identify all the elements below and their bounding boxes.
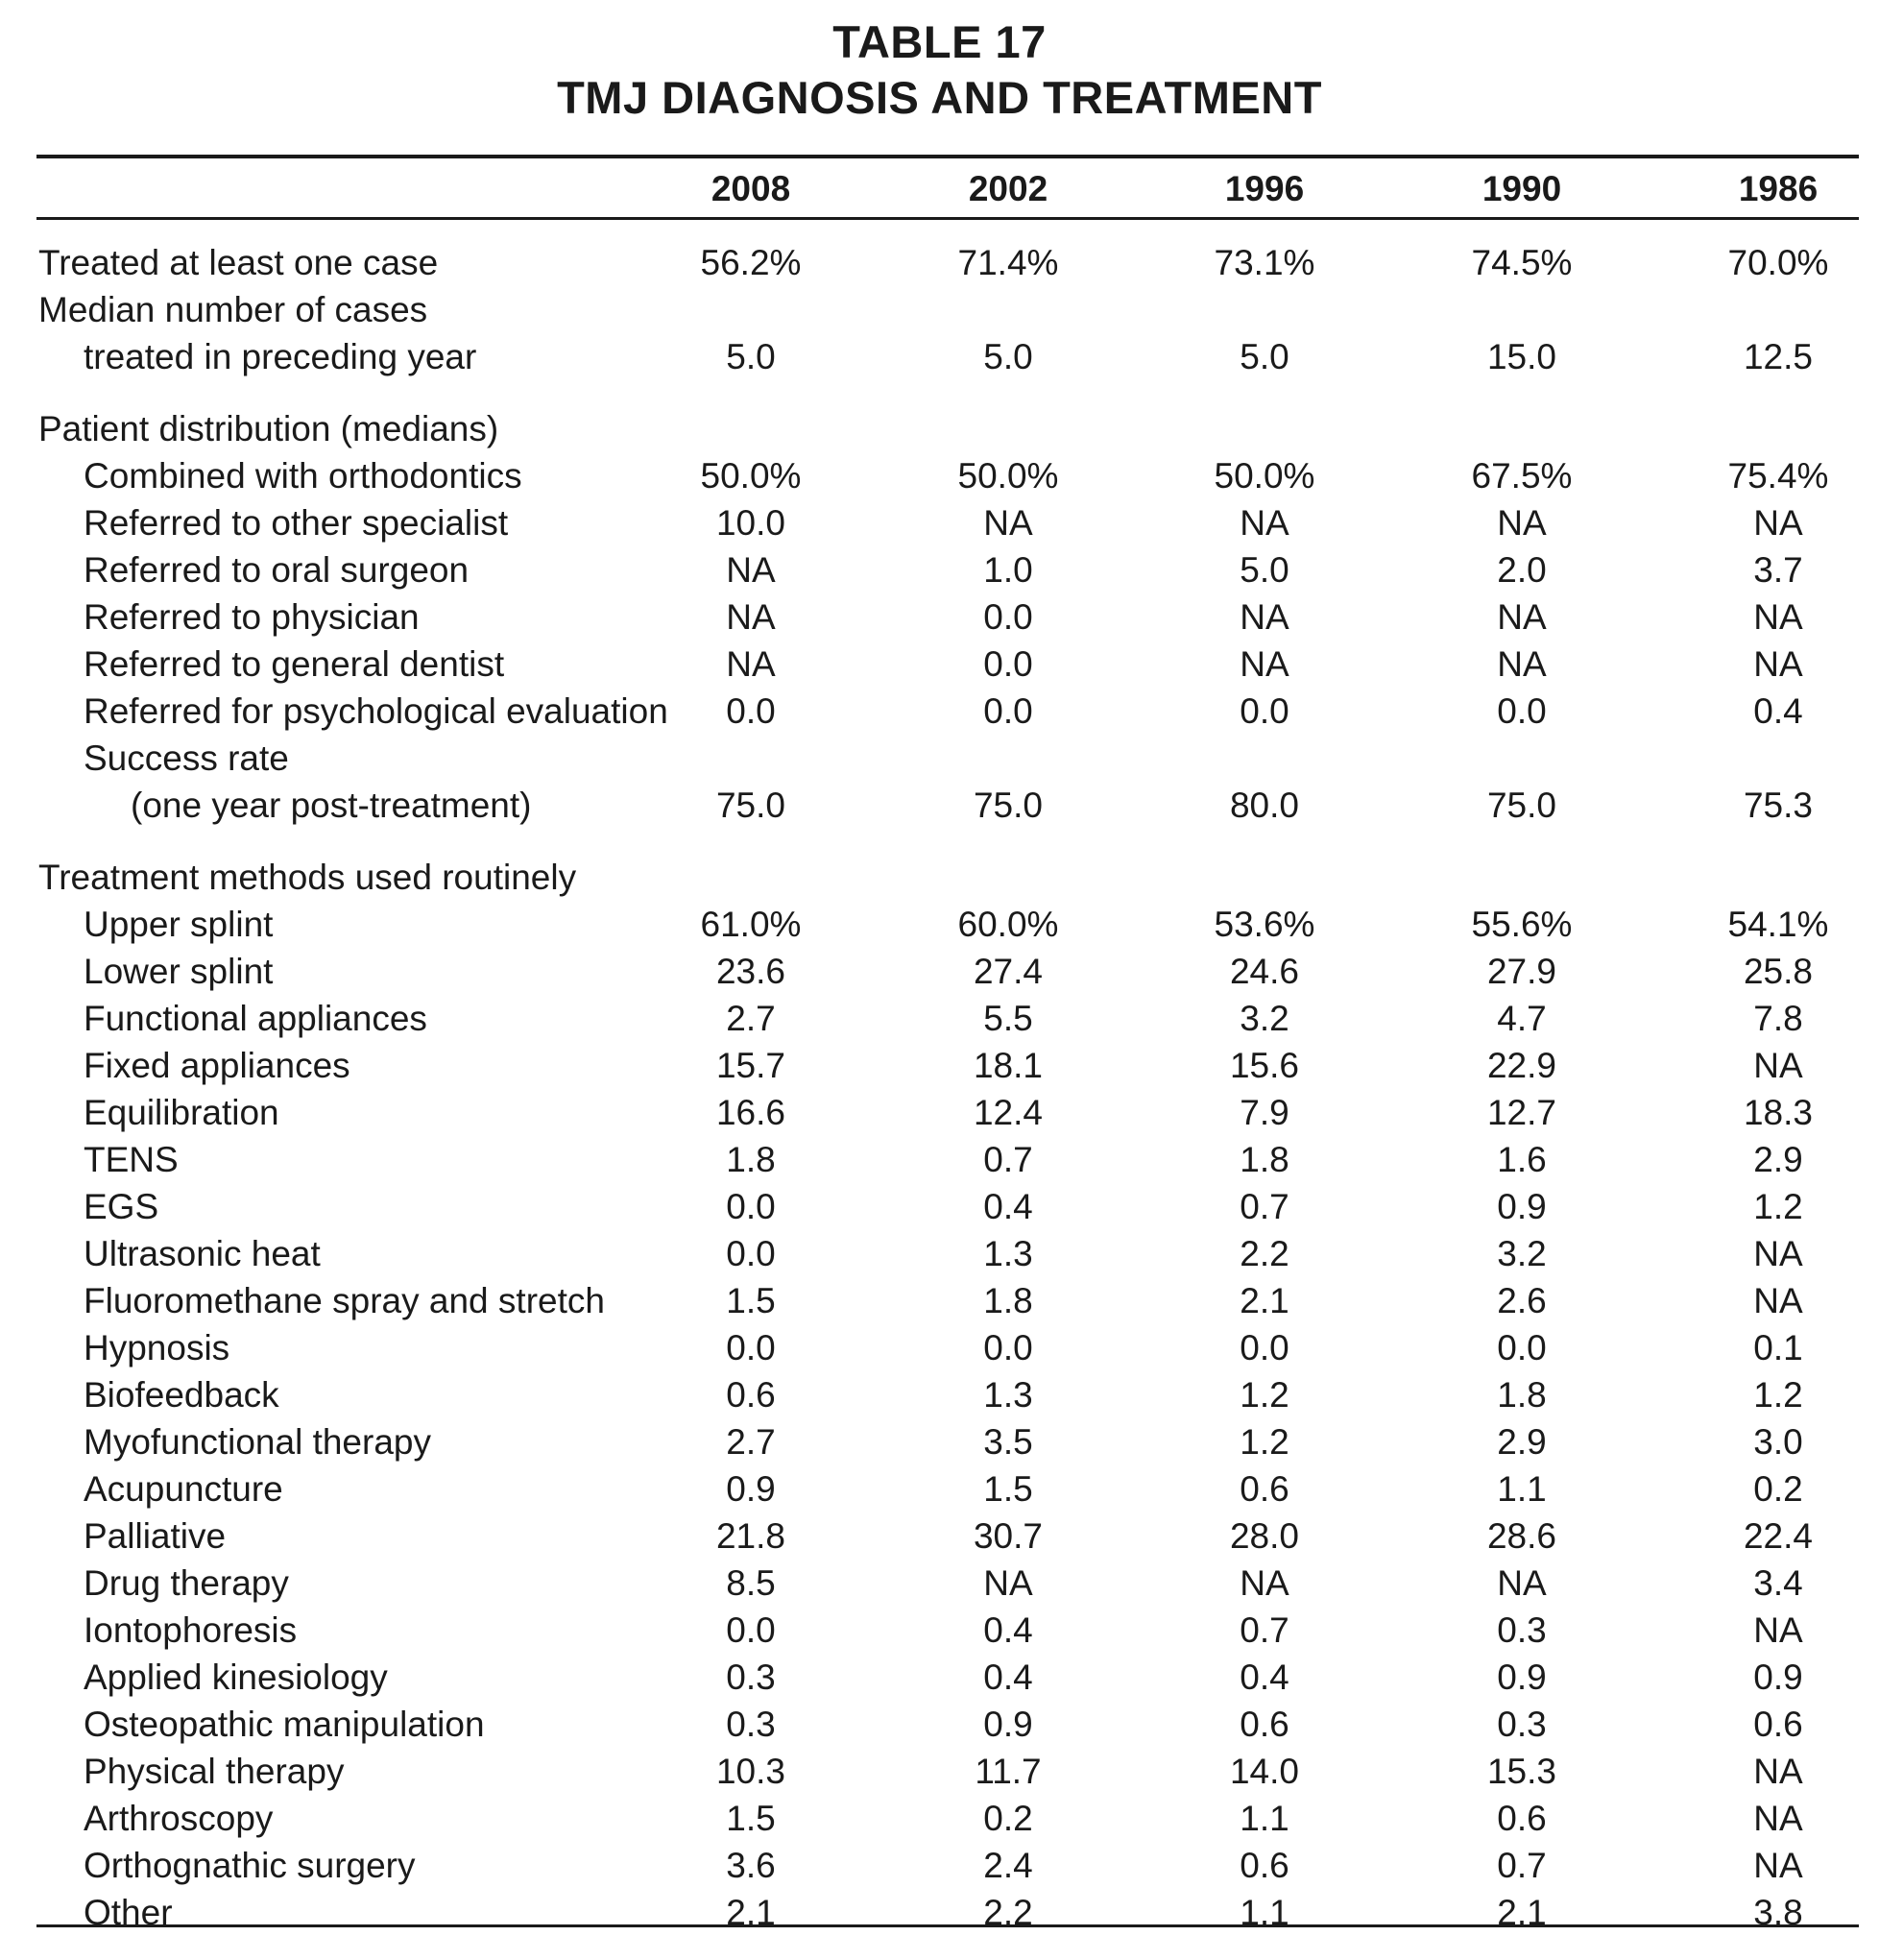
table-cell: 53.6% (1214, 905, 1315, 944)
table-cell: 0.0 (1497, 691, 1547, 731)
table-cell: 18.3 (1743, 1093, 1813, 1132)
table-cell: 16.6 (715, 1093, 785, 1132)
table-cell: 0.0 (726, 1234, 776, 1273)
table-cell: 3.4 (1753, 1563, 1803, 1603)
table-cell: 5.0 (726, 337, 776, 376)
table-cell: NA (1753, 1046, 1803, 1085)
table-cell: 1.8 (983, 1281, 1033, 1320)
table-cell: NA (1753, 1234, 1803, 1273)
table-cell: 1.2 (1240, 1422, 1289, 1462)
row-label: Physical therapy (84, 1752, 345, 1791)
table-cell: 0.0 (726, 1328, 776, 1367)
table-cell: NA (983, 503, 1033, 543)
table-cell: 0.6 (1753, 1705, 1803, 1744)
table-cell: 1.1 (1240, 1799, 1289, 1838)
table-number: TABLE 17 (832, 16, 1047, 67)
table-cell: 5.5 (983, 999, 1033, 1038)
table-cell: NA (1753, 597, 1803, 637)
row-label: treated in preceding year (84, 337, 477, 376)
table-cell: 1.2 (1240, 1375, 1289, 1415)
row-label: Other (84, 1893, 173, 1932)
table-cell: 2.7 (726, 1422, 776, 1462)
table-cell: NA (1240, 597, 1289, 637)
row-label: Functional appliances (84, 999, 427, 1038)
table-cell: 1.2 (1753, 1187, 1803, 1226)
table-cell: 1.0 (983, 550, 1033, 590)
table-cell: 75.0 (1486, 786, 1556, 825)
table-cell: 1.1 (1497, 1469, 1547, 1509)
row-label: Orthognathic surgery (84, 1846, 416, 1885)
row-label: Applied kinesiology (84, 1658, 388, 1697)
table-cell: 0.9 (1497, 1658, 1547, 1697)
table-cell: 22.9 (1486, 1046, 1556, 1085)
row-label: Hypnosis (84, 1328, 230, 1367)
table-cell: 50.0% (700, 456, 802, 496)
table-cell: 12.5 (1743, 337, 1813, 376)
row-label: Fixed appliances (84, 1046, 350, 1085)
table-cell: 30.7 (973, 1516, 1043, 1556)
row-label: Lower splint (84, 952, 274, 991)
table-cell: 0.0 (983, 691, 1033, 731)
row-label: Referred to physician (84, 597, 420, 637)
table-cell: 0.4 (983, 1187, 1033, 1226)
table-cell: 3.2 (1497, 1234, 1547, 1273)
table-cell: 71.4% (957, 243, 1059, 282)
table-cell: 60.0% (957, 905, 1059, 944)
table-cell: 2.9 (1497, 1422, 1547, 1462)
table-cell: NA (1753, 1752, 1803, 1791)
table-cell: 23.6 (715, 952, 785, 991)
table-cell: 3.2 (1240, 999, 1289, 1038)
table-cell: 0.9 (983, 1705, 1033, 1744)
table-cell: 0.4 (1753, 691, 1803, 731)
table-cell: 0.0 (726, 1610, 776, 1650)
table-cell: 2.1 (1497, 1893, 1547, 1932)
table-cell: 75.0 (973, 786, 1043, 825)
table-cell: 24.6 (1229, 952, 1299, 991)
table-cell: 73.1% (1214, 243, 1315, 282)
table-cell: NA (1753, 644, 1803, 684)
row-label: Palliative (84, 1516, 227, 1556)
table-cell: 2.2 (1240, 1234, 1289, 1273)
row-label: Patient distribution (medians) (38, 409, 499, 448)
table-cell: 0.0 (983, 597, 1033, 637)
table-cell: 3.5 (983, 1422, 1033, 1462)
table-cell: 0.7 (983, 1140, 1033, 1179)
table-cell: 12.4 (973, 1093, 1043, 1132)
table-cell: NA (1497, 503, 1547, 543)
table-cell: 2.9 (1753, 1140, 1803, 1179)
table-cell: 25.8 (1743, 952, 1813, 991)
table-cell: 28.0 (1229, 1516, 1299, 1556)
table-cell: 1.3 (983, 1375, 1033, 1415)
table-cell: 1.6 (1497, 1140, 1547, 1179)
table-cell: 0.6 (1240, 1705, 1289, 1744)
table-cell: 0.4 (983, 1658, 1033, 1697)
table-cell: 0.0 (1497, 1328, 1547, 1367)
table-cell: NA (983, 1563, 1033, 1603)
table-cell: 3.8 (1753, 1893, 1803, 1932)
column-header-2008: 2008 (711, 169, 791, 208)
table-cell: 75.4% (1727, 456, 1829, 496)
row-label: Success rate (84, 738, 289, 778)
table-cell: NA (1497, 644, 1547, 684)
table-cell: 1.5 (726, 1799, 776, 1838)
table-cell: NA (726, 644, 776, 684)
table-cell: 15.7 (715, 1046, 785, 1085)
table-cell: 27.9 (1486, 952, 1556, 991)
table-cell: 0.9 (1497, 1187, 1547, 1226)
table-cell: 55.6% (1471, 905, 1573, 944)
table-cell: 5.0 (1240, 550, 1289, 590)
row-label: TENS (84, 1140, 179, 1179)
table-cell: 0.9 (726, 1469, 776, 1509)
row-label: Combined with orthodontics (84, 456, 522, 496)
table-cell: 2.6 (1497, 1281, 1547, 1320)
table-cell: 18.1 (973, 1046, 1043, 1085)
table-cell: 70.0% (1727, 243, 1829, 282)
table-cell: NA (1240, 644, 1289, 684)
table-cell: 0.7 (1240, 1187, 1289, 1226)
row-label: Osteopathic manipulation (84, 1705, 485, 1744)
table-cell: 0.3 (1497, 1610, 1547, 1650)
column-header-1996: 1996 (1224, 169, 1305, 208)
table-cell: 0.7 (1240, 1610, 1289, 1650)
table-cell: 0.0 (1240, 691, 1289, 731)
table-cell: 15.3 (1486, 1752, 1556, 1791)
table-cell: NA (1753, 1846, 1803, 1885)
table-cell: 0.0 (983, 644, 1033, 684)
table-cell: 21.8 (715, 1516, 785, 1556)
row-label: Myofunctional therapy (84, 1422, 431, 1462)
row-label: EGS (84, 1187, 159, 1226)
table-cell: 80.0 (1229, 786, 1299, 825)
table-cell: 5.0 (983, 337, 1033, 376)
row-label: Acupuncture (84, 1469, 283, 1509)
table-cell: NA (1497, 1563, 1547, 1603)
table-cell: 1.1 (1240, 1893, 1289, 1932)
table-cell: 1.8 (1240, 1140, 1289, 1179)
table-cell: 54.1% (1727, 905, 1829, 944)
table-cell: 0.3 (726, 1705, 776, 1744)
table-cell: NA (726, 550, 776, 590)
table-cell: NA (1753, 1610, 1803, 1650)
table-cell: 0.7 (1497, 1846, 1547, 1885)
table-cell: 0.6 (1240, 1846, 1289, 1885)
table-cell: 10.0 (715, 503, 785, 543)
table-cell: 1.5 (726, 1281, 776, 1320)
table-cell: 3.7 (1753, 550, 1803, 590)
column-header-1986: 1986 (1738, 169, 1819, 208)
table-cell: 0.6 (1497, 1799, 1547, 1838)
table-cell: 0.2 (1753, 1469, 1803, 1509)
table-cell: NA (1497, 597, 1547, 637)
table-cell: 0.1 (1753, 1328, 1803, 1367)
table-cell: 7.8 (1753, 999, 1803, 1038)
table-cell: 7.9 (1240, 1093, 1289, 1132)
table-cell: 1.8 (1497, 1375, 1547, 1415)
row-label: Upper splint (84, 905, 274, 944)
row-label: Referred for psychological evaluation (84, 691, 668, 731)
row-label: (one year post-treatment) (131, 786, 532, 825)
table-cell: 5.0 (1240, 337, 1289, 376)
table-cell: 1.5 (983, 1469, 1033, 1509)
table-cell: 8.5 (726, 1563, 776, 1603)
table-cell: 0.6 (1240, 1469, 1289, 1509)
table-cell: 0.4 (983, 1610, 1033, 1650)
row-label: Treatment methods used routinely (38, 858, 577, 897)
table-cell: 67.5% (1471, 456, 1573, 496)
table-cell: 0.0 (983, 1328, 1033, 1367)
column-header-1990: 1990 (1482, 169, 1562, 208)
table-cell: 2.1 (726, 1893, 776, 1932)
table-cell: NA (1753, 1281, 1803, 1320)
table-cell: 0.3 (726, 1658, 776, 1697)
top-rule (36, 155, 1859, 158)
table-cell: 50.0% (1214, 456, 1315, 496)
row-label: Drug therapy (84, 1563, 289, 1603)
table-cell: 2.4 (983, 1846, 1033, 1885)
table-cell: 75.3 (1743, 786, 1813, 825)
table-cell: 11.7 (975, 1752, 1042, 1791)
table-cell: 0.0 (1240, 1328, 1289, 1367)
table-cell: 0.3 (1497, 1705, 1547, 1744)
row-label: Referred to general dentist (84, 644, 505, 684)
table-cell: NA (1753, 1799, 1803, 1838)
table-cell: 15.6 (1229, 1046, 1299, 1085)
table-cell: 0.9 (1753, 1658, 1803, 1697)
table-cell: 2.7 (726, 999, 776, 1038)
table-cell: 28.6 (1486, 1516, 1556, 1556)
table-cell: 0.6 (726, 1375, 776, 1415)
row-label: Biofeedback (84, 1375, 279, 1415)
table-cell: 74.5% (1471, 243, 1573, 282)
row-label: Arthroscopy (84, 1799, 274, 1838)
table-cell: 3.0 (1753, 1422, 1803, 1462)
column-header-2002: 2002 (968, 169, 1048, 208)
table-cell: 12.7 (1486, 1093, 1556, 1132)
table-cell: 2.1 (1240, 1281, 1289, 1320)
table-cell: 22.4 (1743, 1516, 1813, 1556)
table-cell: 1.3 (983, 1234, 1033, 1273)
table-cell: 0.4 (1240, 1658, 1289, 1697)
table-cell: 50.0% (957, 456, 1059, 496)
table-title: TMJ DIAGNOSIS AND TREATMENT (557, 72, 1322, 123)
table-cell: 2.0 (1497, 550, 1547, 590)
table-cell: NA (1240, 1563, 1289, 1603)
table-cell: 1.2 (1753, 1375, 1803, 1415)
table-cell: 15.0 (1486, 337, 1556, 376)
table-cell: 75.0 (715, 786, 785, 825)
table-cell: 1.8 (726, 1140, 776, 1179)
table-cell: 27.4 (973, 952, 1043, 991)
row-label: Equilibration (84, 1093, 279, 1132)
row-label: Iontophoresis (84, 1610, 298, 1650)
table-cell: 0.0 (726, 691, 776, 731)
table-cell: 4.7 (1497, 999, 1547, 1038)
row-label: Fluoromethane spray and stretch (84, 1281, 605, 1320)
table-cell: 14.0 (1229, 1752, 1299, 1791)
table-cell: 61.0% (700, 905, 802, 944)
table-cell: 0.2 (983, 1799, 1033, 1838)
row-label: Treated at least one case (38, 243, 439, 282)
row-label: Ultrasonic heat (84, 1234, 321, 1273)
header-rule (36, 217, 1859, 220)
table-cell: 10.3 (715, 1752, 785, 1791)
row-label: Median number of cases (38, 290, 428, 329)
table-cell: NA (726, 597, 776, 637)
table-cell: 56.2% (700, 243, 802, 282)
row-label: Referred to other specialist (84, 503, 509, 543)
table-cell: 0.0 (726, 1187, 776, 1226)
table-cell: 3.6 (726, 1846, 776, 1885)
table-cell: NA (1240, 503, 1289, 543)
table-cell: 2.2 (983, 1893, 1033, 1932)
row-label: Referred to oral surgeon (84, 550, 470, 590)
table-cell: NA (1753, 503, 1803, 543)
